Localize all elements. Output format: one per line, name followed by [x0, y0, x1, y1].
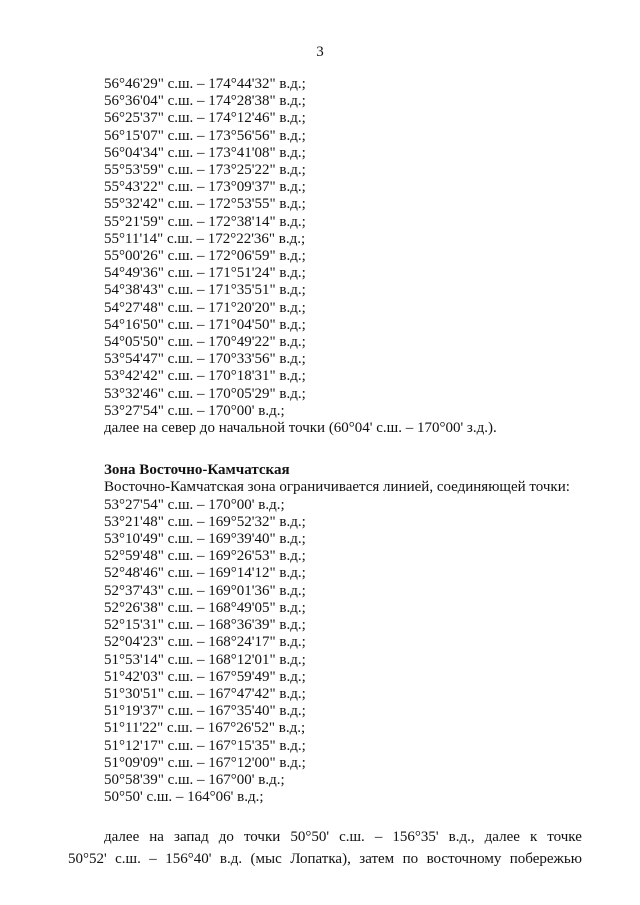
coordinate-line: 52°15'31" с.ш. – 168°36'39" в.д.;: [104, 617, 306, 634]
coordinate-line: 50°50' с.ш. – 164°06' в.д.;: [104, 789, 264, 806]
word: 156°35': [392, 829, 439, 845]
coordinate-line: 56°15'07" с.ш. – 173°56'56" в.д.;: [104, 127, 306, 144]
coordinate-line: 56°46'29" с.ш. – 174°44'32" в.д.;: [104, 76, 306, 92]
coordinate-line: 53°10'49" с.ш. – 169°39'40" в.д.;: [104, 531, 306, 548]
coordinate-line: 53°27'54" с.ш. – 170°00' в.д.;: [104, 496, 285, 513]
word: –: [149, 851, 157, 867]
coordinate-line: 56°36'04" с.ш. – 174°28'38" в.д.;: [104, 93, 306, 110]
zone2-intro: Восточно-Камчатская зона ограничивается линией, соединяющей точки:: [104, 479, 570, 496]
coordinate-line: 53°21'48" с.ш. – 169°52'32" в.д.;: [104, 513, 306, 530]
word: на: [149, 829, 164, 845]
justified-line: [68, 848, 582, 870]
word: побережью: [509, 851, 582, 867]
word: 50°50': [290, 829, 330, 845]
word: –: [374, 829, 383, 845]
word: 50°52': [68, 851, 107, 867]
coordinate-line: 52°26'38" с.ш. – 168°49'05" в.д.;: [104, 599, 306, 616]
coordinate-line: 51°30'51" с.ш. – 167°47'42" в.д.;: [104, 685, 306, 702]
word: точки: [243, 829, 281, 845]
coordinate-line: 55°53'59" с.ш. – 173°25'22" в.д.;: [104, 162, 306, 179]
word: с.ш.: [115, 851, 141, 867]
coordinate-line: 53°42'42" с.ш. – 170°18'31" в.д.;: [104, 368, 306, 385]
coordinate-line: 51°12'17" с.ш. – 167°15'35" в.д.;: [104, 737, 306, 754]
coordinate-line: 53°54'47" с.ш. – 170°33'56" в.д.;: [104, 351, 306, 368]
coordinate-line: 52°37'43" с.ш. – 169°01'36" в.д.;: [104, 582, 306, 599]
coordinate-line: 55°11'14" с.ш. – 172°22'36" в.д.;: [104, 230, 306, 247]
coordinate-line: 55°00'26" с.ш. – 172°06'59" в.д.;: [104, 248, 306, 265]
coordinate-line: 54°16'50" с.ш. – 171°04'50" в.д.;: [104, 316, 306, 333]
coordinate-line: 51°42'03" с.ш. – 167°59'49" в.д.;: [104, 668, 306, 685]
coordinate-line: 52°04'23" с.ш. – 168°24'17" в.д.;: [104, 634, 306, 651]
word: в.д.: [219, 851, 243, 867]
coordinate-line: 53°32'46" с.ш. – 170°05'29" в.д.;: [104, 385, 306, 402]
coordinate-line: 55°21'59" с.ш. – 172°38'14" в.д.;: [104, 213, 306, 230]
word: до: [218, 829, 234, 845]
word: к: [529, 829, 538, 845]
coordinate-line: 51°09'09" с.ш. – 167°12'00" в.д.;: [104, 754, 306, 771]
coordinate-line: 50°58'39" с.ш. – 167°00' в.д.;: [104, 771, 285, 788]
coordinate-line: 54°27'48" с.ш. – 171°20'20" в.д.;: [104, 299, 306, 316]
zone1-closing-line: далее на север до начальной точки (60°04' с.ш. – 170°00' з.д.).: [104, 420, 497, 437]
word: (мыс: [250, 851, 282, 867]
justified-line: [68, 826, 582, 848]
coordinate-line: 54°38'43" с.ш. – 171°35'51" в.д.;: [104, 282, 306, 299]
coordinate-line: 56°04'34" с.ш. – 173°41'08" в.д.;: [104, 144, 306, 161]
document-content: [104, 76, 584, 806]
word: восточному: [426, 851, 502, 867]
word: 156°40': [165, 851, 212, 867]
zone2-coordinate-list: [104, 497, 584, 807]
coordinate-line: 55°32'42" с.ш. – 172°53'55" в.д.;: [104, 196, 306, 213]
word: запад: [174, 829, 209, 845]
coordinate-line: 51°53'14" с.ш. – 168°12'01" в.д.;: [104, 651, 306, 668]
word: затем: [359, 851, 395, 867]
coordinate-line: 56°25'37" с.ш. – 174°12'46" в.д.;: [104, 110, 306, 127]
zone2-continuation-paragraph: [68, 826, 582, 870]
word: точке: [547, 829, 582, 845]
word: с.ш.: [339, 829, 365, 845]
coordinate-line: 52°59'48" с.ш. – 169°26'53" в.д.;: [104, 548, 306, 565]
zone1-coordinate-list: [104, 76, 584, 437]
page-number: 3: [316, 44, 324, 60]
word: в.д.,: [448, 829, 475, 845]
coordinate-line: 53°27'54" с.ш. – 170°00' в.д.;: [104, 402, 285, 419]
word: Лопатка),: [290, 851, 351, 867]
zone2-heading: Зона Восточно-Камчатская: [104, 462, 290, 479]
word: далее: [484, 829, 520, 845]
word: по: [402, 851, 419, 867]
coordinate-line: 54°05'50" с.ш. – 170°49'22" в.д.;: [104, 334, 306, 351]
coordinate-line: 55°43'22" с.ш. – 173°09'37" в.д.;: [104, 179, 306, 196]
word: далее: [104, 829, 140, 845]
coordinate-line: 51°11'22" с.ш. – 167°26'52" в.д.;: [104, 720, 306, 737]
coordinate-line: 54°49'36" с.ш. – 171°51'24" в.д.;: [104, 265, 306, 282]
coordinate-line: 52°48'46" с.ш. – 169°14'12" в.д.;: [104, 565, 306, 582]
coordinate-line: 51°19'37" с.ш. – 167°35'40" в.д.;: [104, 703, 306, 720]
